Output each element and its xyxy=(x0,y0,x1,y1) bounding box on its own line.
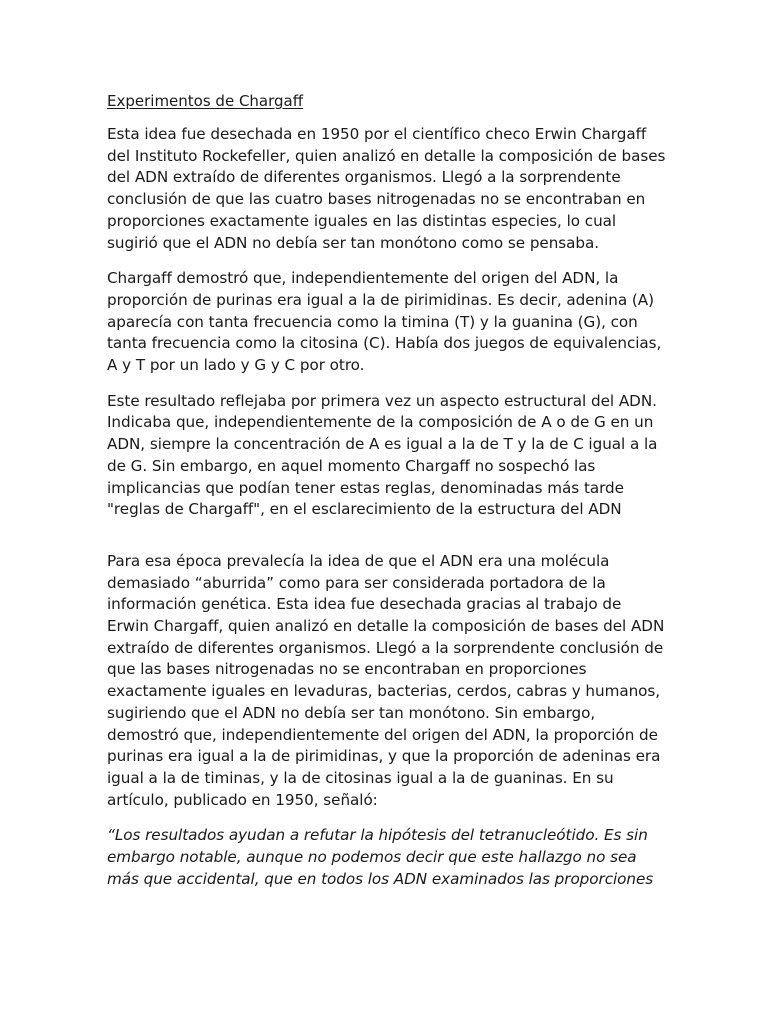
quote-paragraph: “Los resultados ayudan a refutar la hipótesis del tetranucleótido. Es sin embargo notable, aunque no podemos decir que este hallazgo no sea más que accidental, que en todos los ADN examinados las proporciones xyxy=(107,826,654,888)
paragraph-1: Esta idea fue desechada en 1950 por el científico checo Erwin Chargaff del Instituto Rockefeller, quien analizó en detalle la composición de bases del ADN extraído de diferentes organismos. Llegó a la sorprendente conclusión de que las cuatro bases nitrogenadas no se encontraban en proporciones exactamente iguales en las distintas especies, lo cual sugirió que el ADN no debía ser tan monótono como se pensaba. xyxy=(107,125,666,252)
paragraph-4: Para esa época prevalecía la idea de que el ADN era una molécula demasiado “aburrida” como para ser considerada portadora de la información genética. Esta idea fue desechada gracias al trabajo de Erwin Chargaff, quien analizó en detalle la composición de bases del ADN extraído de diferentes organismos. Llegó a la sorprendente conclusión de que las bases nitrogenadas no se encontraban en proporciones exactamente iguales en levaduras, bacterias, cerdos, cabras y humanos, sugiriendo que el ADN no debía ser tan monótono. Sin embargo, demostró que, independientemente del origen del ADN, la proporción de purinas era igual a la de pirimidinas, y que la proporción de adeninas era igual a la de timinas, y la de citosinas igual a la de guaninas. En su artículo, publicado en 1950, señaló: xyxy=(107,551,665,809)
document-page xyxy=(107,90,667,905)
document-title: Experimentos de Chargaff xyxy=(107,92,304,110)
paragraph-3: Este resultado reflejaba por primera vez un aspecto estructural del ADN. Indicaba que, independientemente de la composición de A o de G en un ADN, siempre la concentración de A es igual a la de T y la de C igual a la de G. Sin embargo, en aquel momento Chargaff no sospechó las implicancias que podían tener estas reglas, denominadas más tarde "reglas de Chargaff", en el esclarecimiento de la estructura del ADN xyxy=(107,391,658,519)
paragraph-2: Chargaff demostró que, independientemente del origen del ADN, la proporción de purinas era igual a la de pirimidinas. Es decir, adenina (A) aparecía con tanta frecuencia como la timina (T) y la guanina (G), con tanta frecuencia como la citosina (C). Había dos juegos de equivalencias, A y T por un lado y G y C por otro. xyxy=(107,269,662,375)
